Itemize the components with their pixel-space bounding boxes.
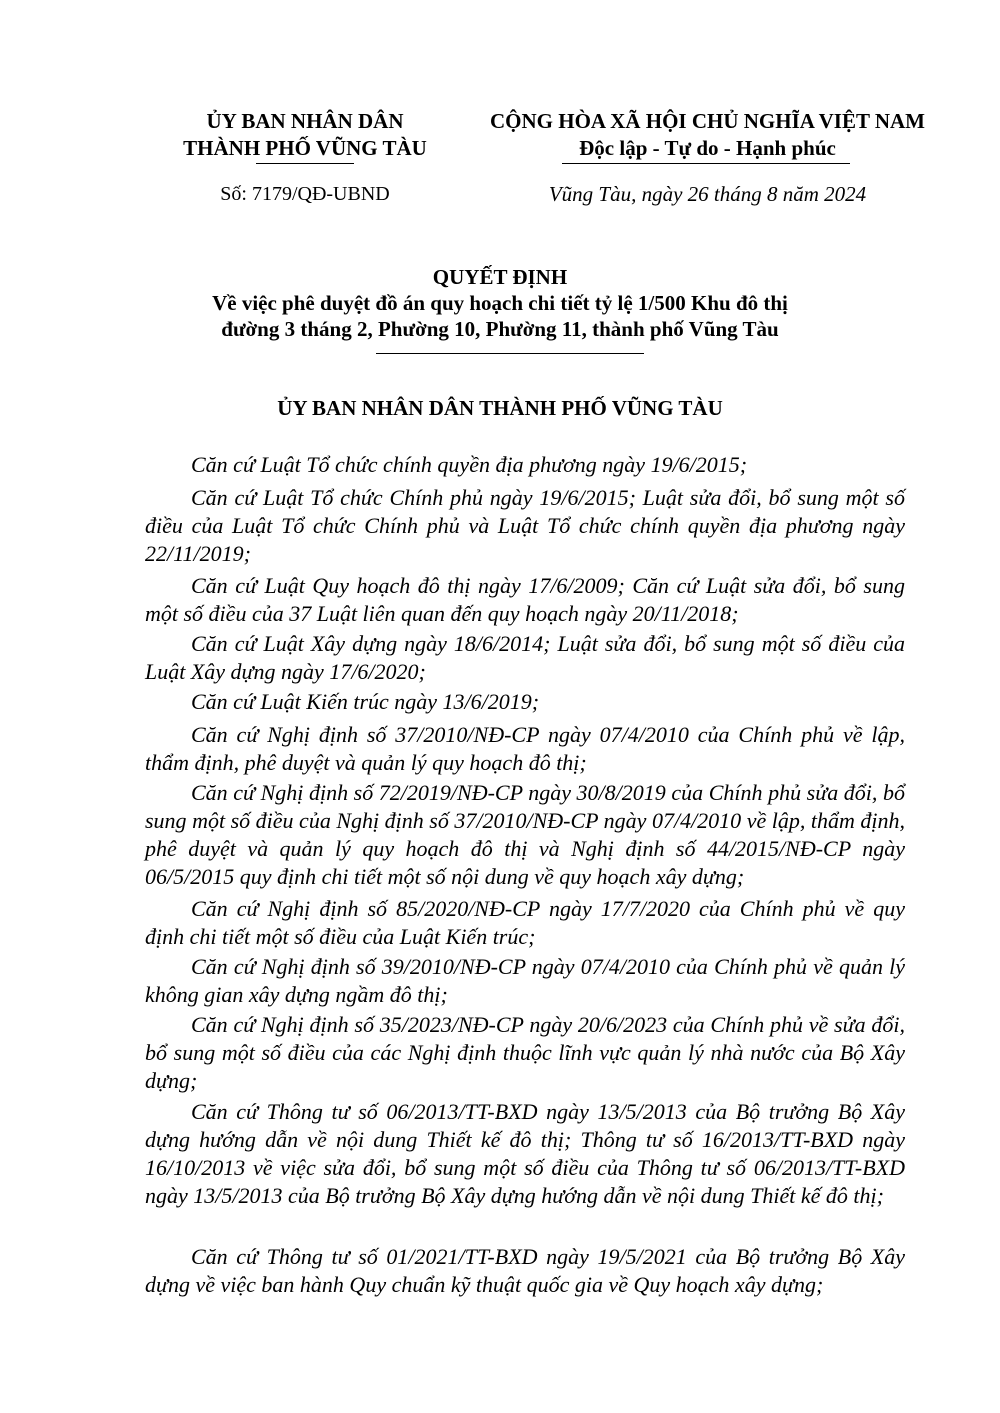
document-number: Số: 7179/QĐ-UBND: [220, 183, 390, 205]
legal-basis-11: Căn cứ Thông tư số 06/2013/TT-BXD ngày 13/5/2013 của Bộ trưởng Bộ Xây dựng hướng dẫn về nội dung Thiết kế đô thị; Thông tư số 16/2013/TT-BXD ngày 16/10/2013 về việc sửa đổi, bổ sung một số điều của Thông tư số 06/2013/TT-BXD ngày 13/5/2013 của Bộ trưởng Bộ Xây dựng hướng dẫn về nội dung Thiết kế đô thị;: [145, 1099, 905, 1208]
legal-basis-1: Căn cứ Luật Tổ chức chính quyền địa phương ngày 19/6/2015;: [191, 452, 748, 477]
agency-line-2: THÀNH PHỐ VŨNG TÀU: [183, 136, 427, 160]
title-underline: [376, 353, 644, 354]
legal-basis-4: Căn cứ Luật Xây dựng ngày 18/6/2014; Luật sửa đổi, bổ sung một số điều của Luật Xây dựng ngày 17/6/2020;: [145, 631, 905, 684]
decision-title-block: [60, 264, 940, 342]
decision-subject-line-2: đường 3 tháng 2, Phường 10, Phường 11, thành phố Vũng Tàu: [221, 317, 779, 341]
issuer-heading: ỦY BAN NHÂN DÂN THÀNH PHỐ VŨNG TÀU: [277, 396, 723, 420]
agency-line-1: ỦY BAN NHÂN DÂN: [206, 109, 404, 133]
decision-subject-line-1: Về việc phê duyệt đồ án quy hoạch chi tiết tỷ lệ 1/500 Khu đô thị: [212, 291, 788, 315]
legal-basis-5: Căn cứ Luật Kiến trúc ngày 13/6/2019;: [191, 689, 540, 714]
national-motto: [470, 108, 945, 162]
agency-underline: [256, 163, 354, 164]
motto-line-2: Độc lập - Tự do - Hạnh phúc: [579, 136, 836, 160]
document-date: Vũng Tàu, ngày 26 tháng 8 năm 2024: [548, 182, 867, 206]
legal-basis-3: Căn cứ Luật Quy hoạch đô thị ngày 17/6/2009; Căn cứ Luật sửa đổi, bổ sung một số điều của 37 Luật liên quan đến quy hoạch ngày 20/11/2018;: [145, 573, 905, 626]
legal-basis-2: Căn cứ Luật Tổ chức Chính phủ ngày 19/6/2015; Luật sửa đổi, bổ sung một số điều của Luật Tổ chức Chính phủ và Luật Tổ chức chính quyền địa phương ngày 22/11/2019;: [145, 485, 905, 566]
issuing-agency: [150, 108, 460, 162]
decision-heading: QUYẾT ĐỊNH: [432, 265, 568, 289]
legal-basis-6: Căn cứ Nghị định số 37/2010/NĐ-CP ngày 07/4/2010 của Chính phủ về lập, thẩm định, phê duyệt và quản lý quy hoạch đô thị;: [145, 722, 905, 775]
motto-underline: [562, 163, 850, 164]
legal-basis-10: Căn cứ Nghị định số 35/2023/NĐ-CP ngày 20/6/2023 của Chính phủ về sửa đổi, bổ sung một số điều của các Nghị định thuộc lĩnh vực quản lý nhà nước của Bộ Xây dựng;: [145, 1012, 905, 1093]
legal-basis-9: Căn cứ Nghị định số 39/2010/NĐ-CP ngày 07/4/2010 của Chính phủ về quản lý không gian xây dựng ngầm đô thị;: [145, 954, 905, 1007]
legal-basis-12: Căn cứ Thông tư số 01/2021/TT-BXD ngày 19/5/2021 của Bộ trưởng Bộ Xây dựng về việc ban hành Quy chuẩn kỹ thuật quốc gia về Quy hoạch xây dựng;: [145, 1244, 905, 1297]
motto-line-1: CỘNG HÒA XÃ HỘI CHỦ NGHĨA VIỆT NAM: [489, 109, 926, 133]
legal-basis-7: Căn cứ Nghị định số 72/2019/NĐ-CP ngày 30/8/2019 của Chính phủ sửa đổi, bổ sung một số điều của Nghị định số 37/2010/NĐ-CP ngày 07/4/2010 về lập, thẩm định, phê duyệt và quản lý quy hoạch đô thị và Nghị định số 44/2015/NĐ-CP ngày 06/5/2015 quy định chi tiết một số nội dung về quy hoạch xây dựng;: [145, 780, 905, 889]
legal-basis-8: Căn cứ Nghị định số 85/2020/NĐ-CP ngày 17/7/2020 của Chính phủ về quy định chi tiết một số điều của Luật Kiến trúc;: [145, 896, 905, 949]
